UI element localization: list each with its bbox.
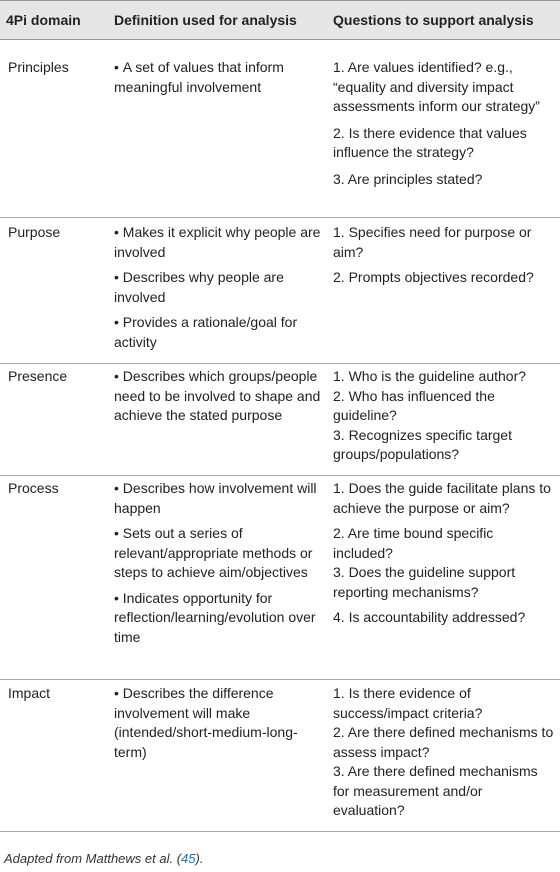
question-item: 3. Does the guideline support reporting mechanisms? [333,564,516,600]
question-item: 1. Specifies need for purpose or aim? [333,224,532,260]
question-item: 2. Are time bound specific included? [333,525,494,561]
questions-cell [333,223,557,288]
footnote-end: ). [195,851,204,866]
definition-cell [114,367,326,426]
question-item: 4. Is accountability addressed? [333,609,526,625]
definition-item: • Describes which groups/people need to be involved to shape and achieve the stated purpose [114,367,326,426]
definition-item: • Makes it explicit why people are involved [114,223,326,262]
header-definition: Definition used for analysis [114,12,297,28]
domain-cell: Principles [8,59,69,75]
question-item: 3. Are there defined mechanisms for measurement and/or evaluation? [333,763,538,818]
definition-cell [114,58,326,97]
definition-item: • Describes how involvement will happen [114,479,326,518]
questions-cell [333,367,557,465]
definition-item: • Sets out a series of relevant/appropriate methods or steps to achieve aim/objectives [114,524,326,583]
questions-cell [333,479,557,628]
definition-item: • Describes the difference involvement will make (intended/short-medium-long-term) [114,684,326,762]
questions-cell [333,684,557,821]
table-row [0,476,560,680]
definition-cell [114,479,326,647]
table-row [0,218,560,364]
table-footnote [4,850,203,868]
domain-cell: Presence [8,368,68,384]
definition-item: • A set of values that inform meaningful involvement [114,58,326,97]
table-row [0,364,560,476]
question-item: 2. Who has influenced the guideline? [333,387,495,423]
definition-item: • Indicates opportunity for reflection/learning/evolution over time [114,589,326,648]
domain-cell: Impact [8,685,51,701]
definition-cell [114,684,326,762]
table-row [0,40,560,218]
question-item: 1. Are values identified? e.g., “equality and diversity impact assessments inform our strategy” [333,59,540,114]
table-header [0,0,560,40]
questions-cell [333,58,557,189]
definition-item: • Describes why people are involved [114,268,326,307]
footnote-reference-link[interactable]: 45 [181,851,196,866]
definition-item: • Provides a rationale/goal for activity [114,313,326,352]
domain-cell: Process [8,480,59,496]
header-questions: Questions to support analysis [333,12,534,28]
definition-cell [114,223,326,352]
question-item: 2. Is there evidence that values influence the strategy? [333,124,527,160]
header-domain: 4Pi domain [6,12,81,28]
question-item: 2. Prompts objectives recorded? [333,269,534,285]
footnote-text: Adapted from Matthews et al. ( [4,851,182,866]
question-item: 1. Is there evidence of success/impact criteria? [333,685,483,721]
question-item: 3. Are principles stated? [333,170,483,187]
question-item: 2. Are there defined mechanisms to assess impact? [333,724,554,760]
question-item: 1. Who is the guideline author? [333,368,527,384]
table-row [0,680,560,832]
domain-cell: Purpose [8,224,61,240]
question-item: 1. Does the guide facilitate plans to achieve the purpose or aim? [333,480,551,516]
question-item: 3. Recognizes specific target groups/populations? [333,426,512,462]
